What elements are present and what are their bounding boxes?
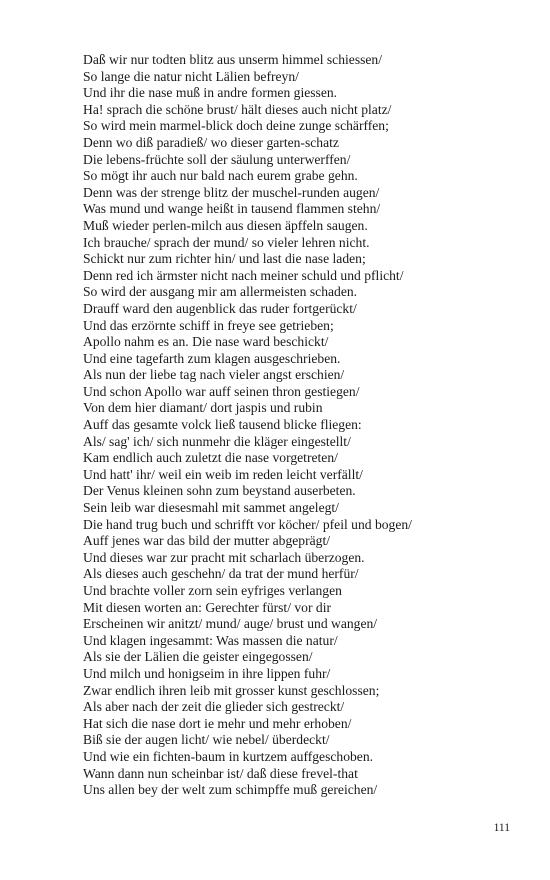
- poem-line: Und dieses war zur pracht mit scharlach überzogen.: [83, 549, 365, 565]
- poem-line: Als sie der Lälien die geister eingegossen/: [83, 649, 313, 665]
- poem-line: Was mund und wange heißt in tausend flammen stehn/: [83, 201, 381, 217]
- poem-line: Daß wir nur todten blitz aus unserm himmel schiessen/: [83, 52, 383, 67]
- poem-line: Uns allen bey der welt zum schimpffe muß gereichen/: [83, 782, 378, 798]
- poem-line: Als aber nach der zeit die glieder sich gestreckt/: [83, 699, 345, 715]
- poem-line: Und das erzörnte schiff in freye see getrieben;: [83, 317, 334, 333]
- poem-line: Apollo nahm es an. Die nase ward beschickt/: [83, 334, 329, 350]
- page-number: 111: [493, 822, 510, 834]
- poem-line: Die lebens-früchte soll der säulung unterwerffen/: [83, 151, 351, 167]
- poem-line: Denn was der strenge blitz der muschel-runden augen/: [83, 184, 380, 200]
- poem-line: Auff das gesamte volck ließ tausend blicke fliegen:: [83, 417, 362, 433]
- poem-line: Muß wieder perlen-milch aus diesen äpffeln saugen.: [83, 217, 368, 233]
- poem-line: Erscheinen wir anitzt/ mund/ auge/ brust und wangen/: [83, 616, 378, 632]
- poem-line: Zwar endlich ihren leib mit grosser kunst geschlossen;: [83, 682, 380, 698]
- poem-line: Als/ sag' ich/ sich nunmehr die kläger eingestellt/: [83, 433, 351, 449]
- poem-line: Drauff ward den augenblick das ruder fortgerückt/: [83, 300, 357, 316]
- poem-line: Und klagen ingesammt: Was massen die natur/: [83, 632, 338, 648]
- poem-line: Hat sich die nase dort ie mehr und mehr erhoben/: [83, 715, 352, 731]
- poem-line: Und hatt' ihr/ weil ein weib im reden leicht verfällt/: [83, 466, 363, 482]
- poem-line: Und milch und honigseim in ihre lippen fuhr/: [83, 665, 331, 681]
- poem-line: Sein leib war diesesmahl mit sammet angelegt/: [83, 500, 339, 516]
- poem-line: So wird der ausgang mir am allermeisten schaden.: [83, 284, 358, 300]
- poem-line: Ich brauche/ sprach der mund/ so vieler lehren nicht.: [83, 234, 370, 250]
- poem-line: Und wie ein fichten-baum in kurtzem auffgeschoben.: [83, 748, 374, 764]
- poem-line: Als dieses auch geschehn/ da trat der mund herfür/: [83, 566, 359, 582]
- poem-line: So mögt ihr auch nur bald nach eurem grabe gehn.: [83, 168, 358, 184]
- poem-line: Ha! sprach die schöne brust/ hält dieses auch nicht platz/: [83, 101, 392, 117]
- poem-line: Und eine tagefarth zum klagen ausgeschrieben.: [83, 350, 341, 366]
- poem-line: So wird mein marmel-blick doch deine zunge schärffen;: [83, 118, 389, 134]
- poem-line: Auff jenes war das bild der mutter abgeprägt/: [83, 533, 330, 549]
- poem-line: Wann dann nun scheinbar ist/ daß diese frevel-that: [83, 765, 358, 781]
- poem-line: Und brachte voller zorn sein eyfriges verlangen: [83, 583, 342, 598]
- poem-line: Und schon Apollo war auff seinen thron gestiegen/: [83, 383, 360, 399]
- poem-line: Kam endlich auch zuletzt die nase vorgetreten/: [83, 450, 338, 466]
- poem-line: Denn red ich ärmster nicht nach meiner schuld und pflicht/: [83, 267, 404, 283]
- poem-line: Denn wo diß paradieß/ wo dieser garten-schatz: [83, 134, 339, 150]
- poem-line: So lange die natur nicht Lälien befreyn/: [83, 68, 299, 84]
- poem-line: Der Venus kleinen sohn zum beystand auserbeten.: [83, 483, 356, 499]
- poem-line: Und ihr die nase muß in andre formen giessen.: [83, 85, 338, 101]
- poem-line: Von dem hier diamant/ dort jaspis und rubin: [83, 400, 323, 416]
- poem-line: Schickt nur zum richter hin/ und last die nase laden;: [83, 251, 366, 267]
- poem-line: Mit diesen worten an: Gerechter fürst/ vor dir: [83, 599, 332, 615]
- poem-line: Als nun der liebe tag nach vieler angst erschien/: [83, 367, 345, 383]
- poem-text: [83, 52, 523, 799]
- poem-line: Biß sie der augen licht/ wie nebel/ überdeckt/: [83, 732, 330, 748]
- poem-line: Die hand trug buch und schrifft vor köcher/ pfeil und bogen/: [83, 516, 412, 532]
